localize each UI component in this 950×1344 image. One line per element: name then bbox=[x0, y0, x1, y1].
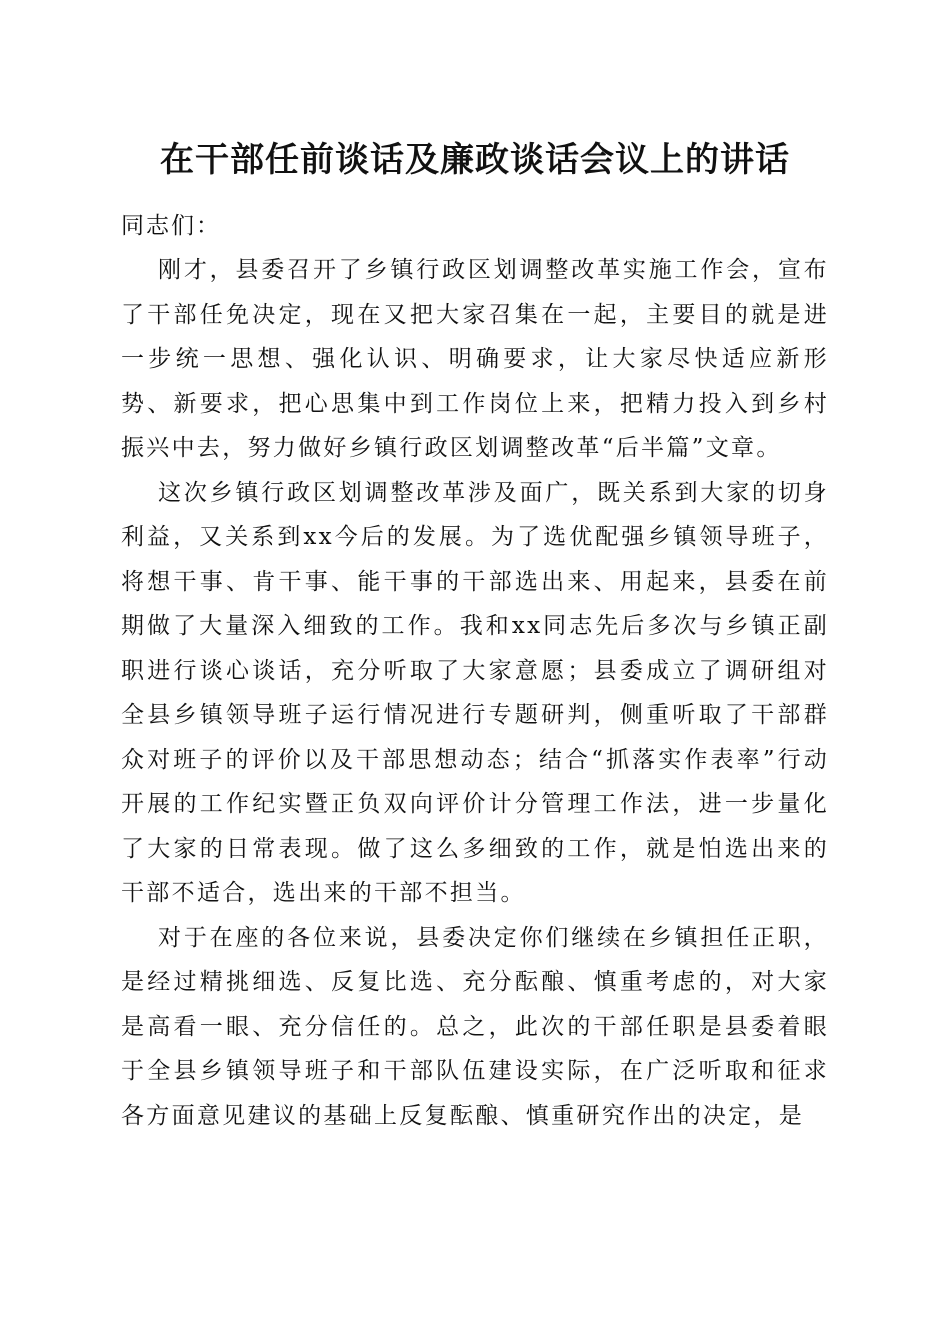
paragraph-1: 刚才，县委召开了乡镇行政区划调整改革实施工作会，宣布了干部任免决定，现在又把大家召集在一起，主要目的就是进一步统一思想、强化认识、明确要求，让大家尽快适应新形势、新要求，把心思集中到工作岗位上来，把精力投入到乡村振兴中去，努力做好乡镇行政区划调整改革“后半篇”文章。 bbox=[121, 257, 829, 461]
document-title: 在干部任前谈话及廉政谈话会议上的讲话 bbox=[160, 140, 790, 180]
paragraph-3: 对于在座的各位来说，县委决定你们继续在乡镇担任正职，是经过精挑细选、反复比选、充分酝酿、慎重考虑的，对大家是高看一眼、充分信任的。总之，此次的干部任职是县委着眼于全县乡镇领导班子和干部队伍建设实际，在广泛听取和征求各方面意见建议的基础上反复酝酿、慎重研究作出的决定，是 bbox=[121, 924, 829, 1129]
document-body bbox=[121, 204, 829, 1138]
paragraph-2: 这次乡镇行政区划调整改革涉及面广，既关系到大家的切身利益，又关系到xx今后的发展。为了选优配强乡镇领导班子，将想干事、肯干事、能干事的干部选出来、用起来，县委在前期做了大量深入细致的工作。我和xx同志先后多次与乡镇正副职进行谈心谈话，充分听取了大家意愿；县委成立了调研组对全县乡镇领导班子运行情况进行专题研判，侧重听取了干部群众对班子的评价以及干部思想动态；结合“抓落实作表率”行动开展的工作纪实暨正负双向评价计分管理工作法，进一步量化了大家的日常表现。做了这么多细致的工作，就是怕选出来的干部不适合，选出来的干部不担当。 bbox=[121, 479, 829, 906]
salutation: 同志们： bbox=[121, 213, 221, 239]
